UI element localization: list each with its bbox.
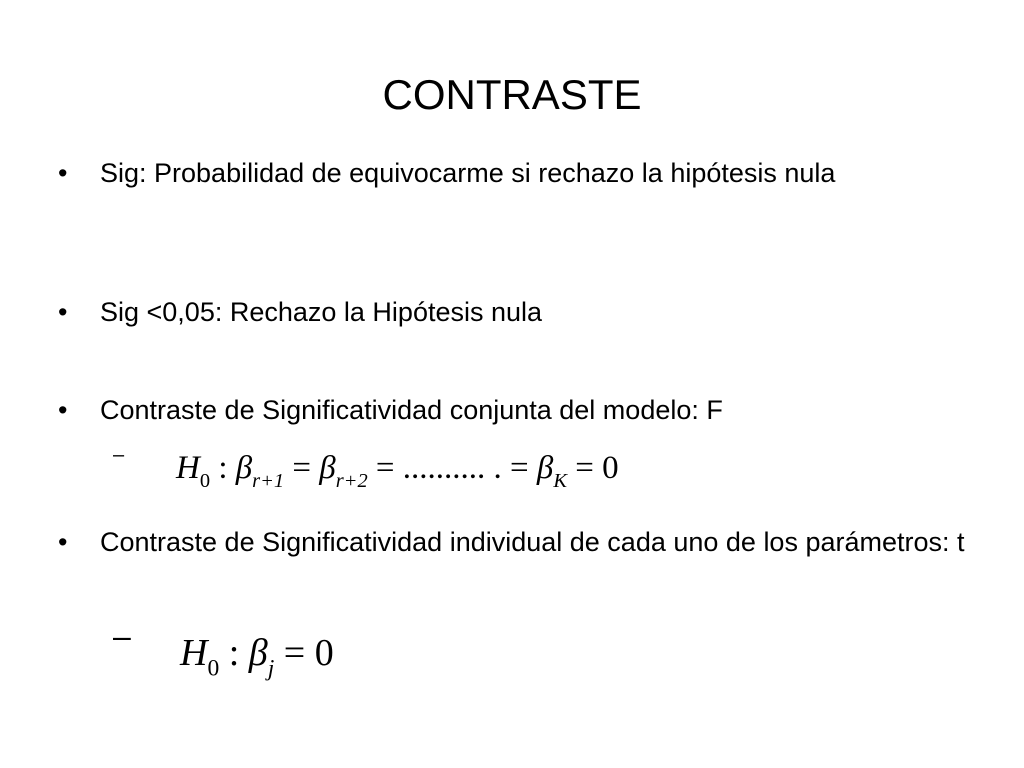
formula-subscript: r+2 bbox=[335, 470, 368, 493]
formula-symbol: β bbox=[235, 450, 253, 486]
bullet-text: Contraste de Significatividad individual de cada uno de los parámetros: t bbox=[100, 527, 965, 557]
formula-operator: = bbox=[367, 450, 403, 486]
bullet-text: Contraste de Significatividad conjunta del modelo: F bbox=[100, 395, 723, 425]
formula-operator: = bbox=[274, 632, 315, 674]
bullet-text: Sig <0,05: Rechazo la Hipótesis nula bbox=[100, 297, 543, 327]
formula-ellipsis: .......... bbox=[402, 450, 486, 486]
formula-subscript: 0 bbox=[199, 470, 211, 493]
formula-subscript: 0 bbox=[207, 655, 220, 682]
formula-f-test bbox=[176, 446, 619, 493]
bullet-item-contraste-conjunta bbox=[58, 392, 978, 429]
formula-subscript: j bbox=[267, 655, 275, 682]
bullet-item-contraste-individual bbox=[58, 524, 978, 561]
formula-t-test bbox=[180, 628, 334, 682]
formula-operator: : bbox=[219, 632, 249, 674]
bullet-marker: • bbox=[58, 297, 68, 327]
bullet-item-sig bbox=[58, 155, 978, 192]
bullet-marker: • bbox=[58, 395, 68, 425]
formula-symbol: H bbox=[176, 450, 200, 486]
formula-value: 0 bbox=[602, 450, 619, 486]
formula-subscript: r+1 bbox=[252, 470, 285, 493]
formula-subscript: K bbox=[553, 470, 567, 493]
slide-title: CONTRASTE bbox=[382, 71, 642, 118]
formula-symbol: β bbox=[536, 450, 554, 486]
formula-symbol: β bbox=[248, 632, 268, 674]
sub-bullet-marker: – bbox=[113, 618, 131, 654]
sub-bullet-marker: – bbox=[113, 444, 125, 466]
bullet-marker: • bbox=[58, 158, 68, 188]
formula-operator: = bbox=[567, 450, 603, 486]
formula-operator: . = bbox=[485, 450, 537, 486]
bullet-marker: • bbox=[58, 527, 68, 557]
formula-symbol: H bbox=[180, 632, 208, 674]
formula-value: 0 bbox=[314, 632, 334, 674]
bullet-item-sig-threshold bbox=[58, 294, 978, 331]
formula-operator: : bbox=[210, 450, 236, 486]
bullet-text: Sig: Probabilidad de equivocarme si rechazo la hipótesis nula bbox=[100, 158, 836, 188]
formula-symbol: β bbox=[319, 450, 336, 486]
formula-operator: = bbox=[284, 450, 320, 486]
